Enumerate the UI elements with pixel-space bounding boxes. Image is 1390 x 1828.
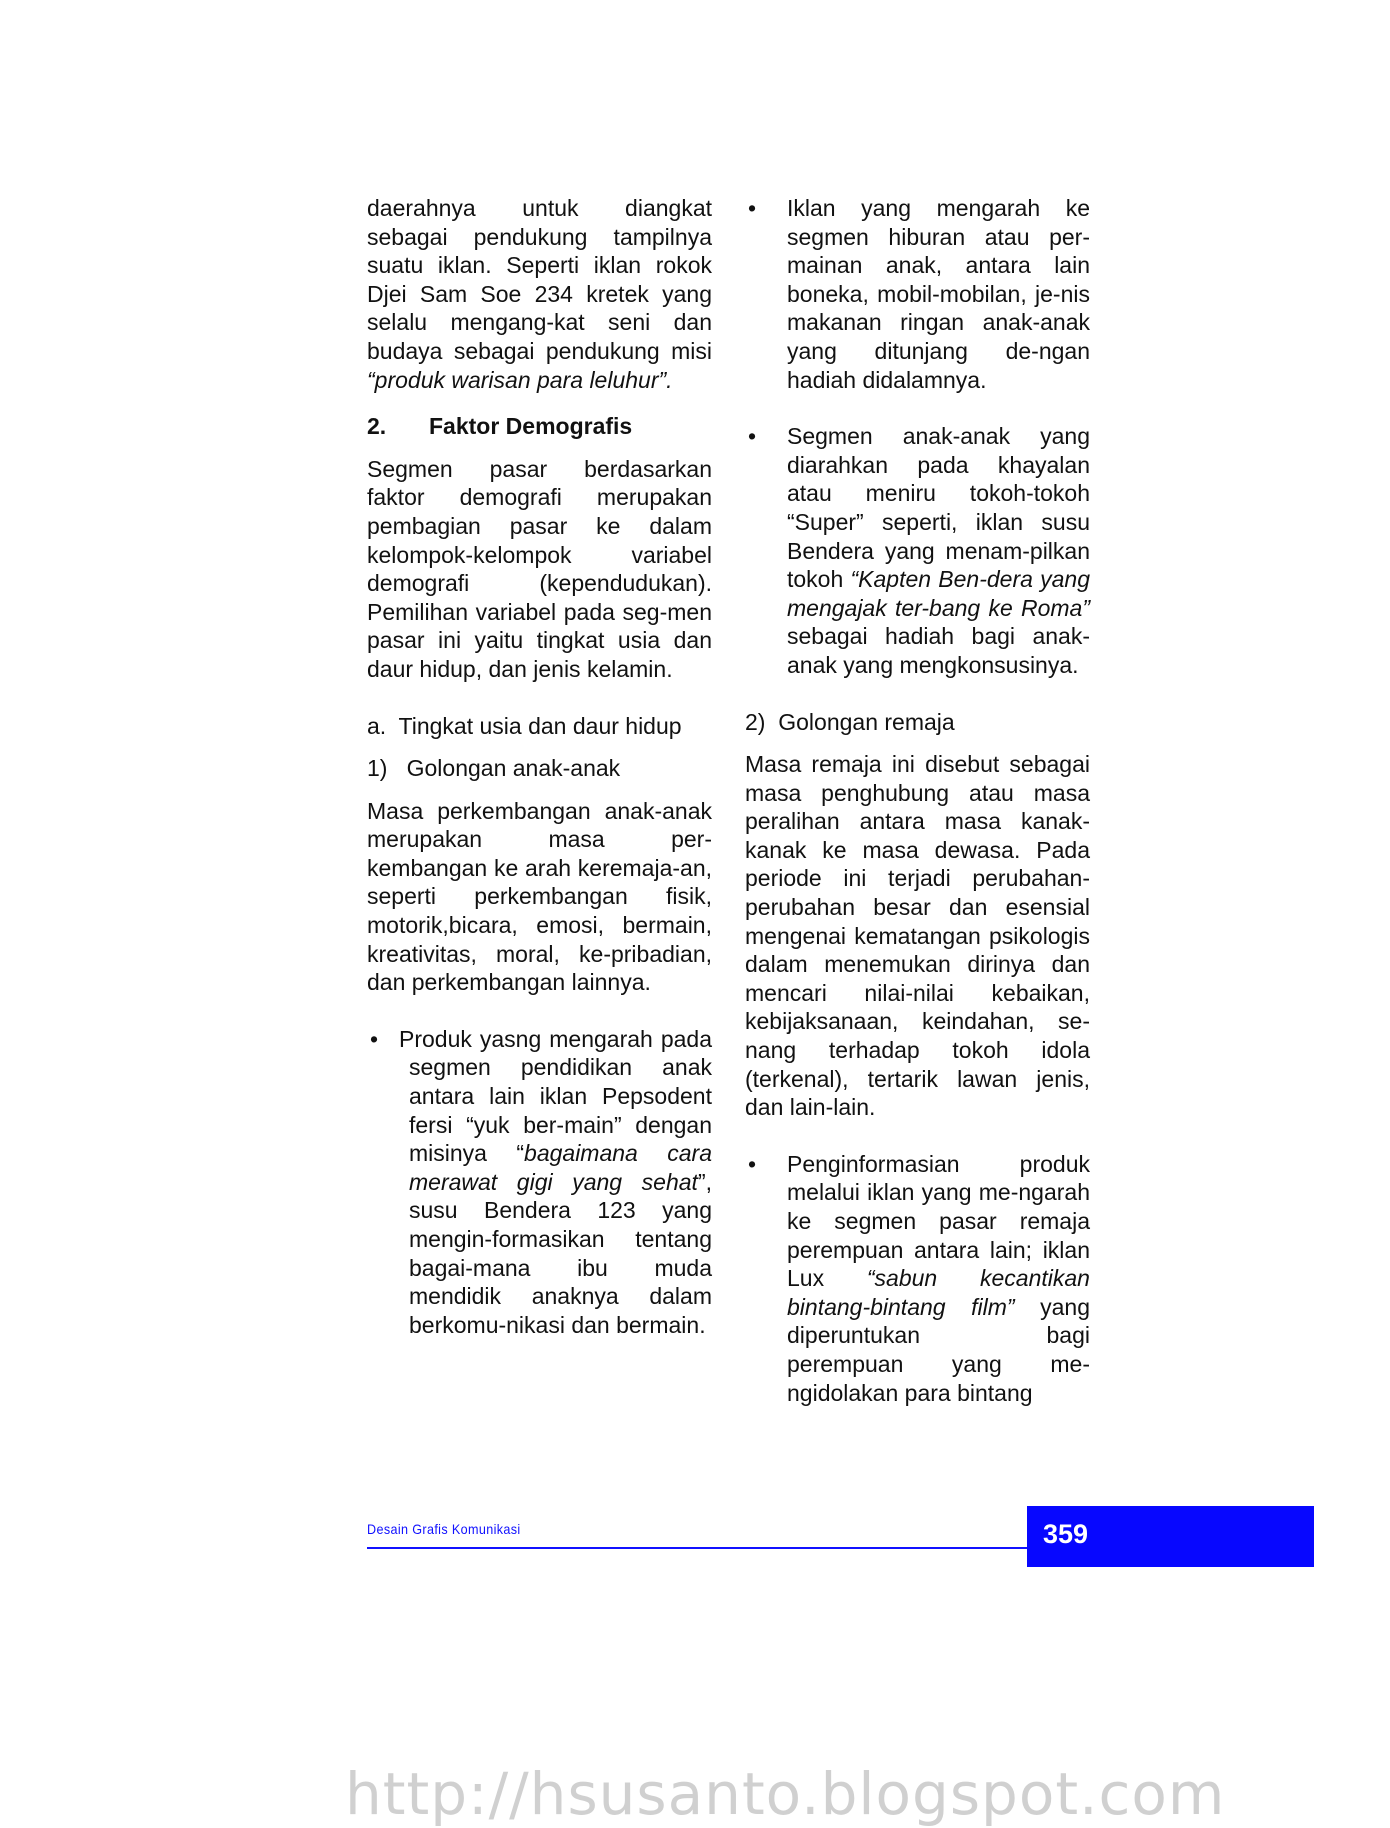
list-item-text-b: yang diperuntukan bagi perempuan yang me-ngidolakan para bintang — [787, 1293, 1090, 1406]
list-item-text-a: Segmen anak-anak yang diarahkan pada khayalan atau meniru tokoh-tokoh “Super” seperti, iklan susu Bendera yang menam-pilkan tokoh — [787, 423, 1090, 593]
bullet-icon: • — [747, 195, 757, 221]
list-item — [745, 194, 1090, 394]
subheading-anak: 1) Golongan anak-anak — [367, 755, 621, 782]
paragraph-intro — [367, 194, 712, 394]
list-item-text-a: Penginformasian produk melalui iklan yang me-ngarah ke segmen pasar remaja perempuan antara lain; iklan Lux — [787, 1150, 1090, 1292]
paragraph-intro-italic: “produk warisan para leluhur”. — [367, 366, 673, 393]
right-column — [745, 194, 1090, 1421]
list-item-italic: bagaimana cara merawat gigi yang sehat — [409, 1140, 712, 1195]
list-item-text-b: ”, susu Bendera 123 yang mengin-formasikan tentang bagai-mana ibu muda mendidik anaknya dalam berkomu-nikasi dan bermain. — [409, 1168, 712, 1338]
paragraph-demografi: Segmen pasar berdasarkan faktor demografi merupakan pembagian pasar ke dalam kelompok-kelompok variabel demografi (kependudukan). Pemilihan variabel pada seg-men pasar ini yaitu tingkat usia dan daur hidup, dan jenis kelamin. — [367, 455, 712, 682]
section-heading — [367, 412, 712, 441]
section-title: Faktor Demografis — [429, 413, 633, 440]
bullet-icon: • — [369, 1025, 379, 1052]
list-item — [745, 422, 1090, 679]
list-item — [367, 1025, 712, 1340]
bullet-icon: • — [747, 423, 757, 450]
list-item-italic: “Kapten Ben-dera yang mengajak ter-bang ke Roma” — [787, 566, 1091, 621]
section-number: 2. — [367, 413, 387, 440]
list-item — [745, 1150, 1090, 1407]
list-item-text-b: sebagai hadiah bagi anak-anak yang mengkonsusinya. — [787, 623, 1090, 678]
list-item-text-a: Produk yasng mengarah pada segmen pendidikan anak antara lain iklan Pepsodent fersi “yuk ber-main” dengan misinya “ — [399, 1025, 712, 1167]
list-item-text: Iklan yang mengarah ke segmen hiburan atau per-mainan anak, antara lain boneka, mobil-mobilan, je-nis makanan ringan anak-anak yang ditunjang de-ngan hadiah didalamnya. — [787, 195, 1090, 393]
watermark-url: http://hsusanto.blogspot.com — [345, 1760, 1226, 1828]
footer-rule — [367, 1547, 1027, 1549]
subheading-remaja: 2) Golongan remaja — [745, 708, 955, 735]
list-item-text — [787, 423, 1090, 678]
page-number-box — [1027, 1506, 1314, 1567]
paragraph-anak: Masa perkembangan anak-anak merupakan masa per-kembangan ke arah keremaja-an, seperti perkembangan fisik, motorik,bicara, emosi, bermain, kreativitas, moral, ke-pribadian, dan perkembangan lainnya. — [367, 797, 712, 996]
list-item-italic: “sabun kecantikan bintang-bintang film” — [787, 1265, 1090, 1320]
page-number: 359 — [1043, 1519, 1089, 1549]
bullet-icon: • — [747, 1150, 757, 1177]
paragraph-intro-text: daerahnya untuk diangkat sebagai pendukung tampilnya suatu iklan. Seperti iklan rokok Djei Sam Soe 234 kretek yang selalu mengang-kat seni dan budaya sebagai pendukung misi — [367, 195, 712, 364]
paragraph-remaja: Masa remaja ini disebut sebagai masa penghubung atau masa peralihan antara masa kanak-kanak ke masa dewasa. Pada periode ini terjadi perubahan-perubahan besar dan esensial mengenai kematangan psikologis dalam menemukan dirinya dan mencari nilai-nilai kebaikan, kebijaksanaan, keindahan, se-nang terhadap tokoh idola (terkenal), tertarik lawan jenis, dan lain-lain. — [745, 751, 1090, 1121]
list-item-text — [787, 1151, 1090, 1406]
footer-book-title: Desain Grafis Komunikasi — [367, 1521, 521, 1537]
list-item-text — [399, 1025, 712, 1338]
subheading-usia: a. Tingkat usia dan daur hidup — [367, 712, 682, 739]
left-column — [367, 194, 712, 1353]
